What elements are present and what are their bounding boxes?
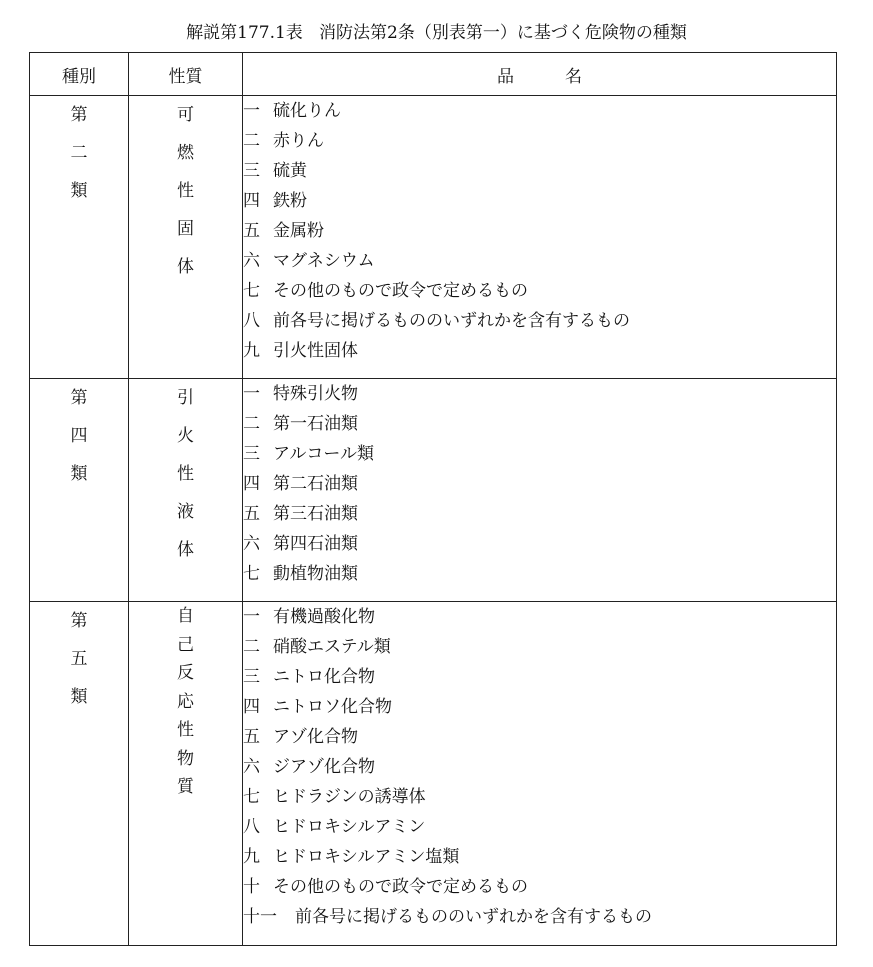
item-number: 四: [243, 697, 260, 717]
table-header: [30, 53, 837, 96]
list-item: [243, 96, 836, 126]
list-item: [243, 306, 836, 336]
list-item: [243, 529, 836, 559]
item-number: 四: [243, 191, 260, 211]
property-char: 火: [177, 426, 194, 446]
list-item: [243, 872, 836, 902]
property-label-vertical: [129, 602, 242, 802]
header-property: 性質: [129, 53, 243, 96]
list-item: [243, 156, 836, 186]
property-char: 性: [177, 720, 194, 740]
item-number: 五: [243, 504, 260, 524]
item-name: 第二石油類: [273, 474, 358, 494]
list-item: [243, 186, 836, 216]
list-item: [243, 602, 836, 632]
property-char: 体: [177, 257, 194, 277]
property-label-vertical: [129, 96, 242, 286]
caption-gap: [303, 23, 319, 43]
item-name: 前各号に掲げるもののいずれかを含有するもの: [295, 907, 652, 927]
class-cell: [30, 602, 129, 946]
item-list: [243, 602, 836, 932]
class-char: 類: [70, 687, 88, 707]
item-name: 赤りん: [273, 131, 324, 151]
property-char: 燃: [177, 143, 194, 163]
item-name: ヒドラジンの誘導体: [273, 787, 426, 807]
list-item: [243, 722, 836, 752]
property-char: 可: [177, 105, 194, 125]
item-name: ニトロ化合物: [273, 667, 375, 687]
table-row-class-5: [30, 602, 837, 946]
property-char: 反: [177, 663, 194, 683]
item-number: 二: [243, 131, 260, 151]
item-number: 一: [243, 607, 260, 627]
class-char: 第: [70, 611, 88, 631]
list-item: [243, 632, 836, 662]
class-label-vertical: [30, 96, 128, 210]
item-number: 四: [243, 474, 260, 494]
list-item: [243, 842, 836, 872]
item-number: 九: [243, 341, 260, 361]
items-cell: [243, 602, 837, 946]
property-char: 固: [177, 219, 194, 239]
item-name: 第一石油類: [273, 414, 358, 434]
list-item: [243, 439, 836, 469]
item-name: ヒドロキシルアミン: [273, 817, 426, 837]
item-name: 硫黄: [273, 161, 307, 181]
header-items: 品 名: [243, 53, 837, 96]
class-label-vertical: [30, 379, 128, 493]
property-char: 性: [177, 181, 194, 201]
item-number: 六: [243, 534, 260, 554]
property-char: 応: [177, 691, 194, 712]
table-row-class-2: [30, 96, 837, 379]
list-item: [243, 499, 836, 529]
item-name: ジアゾ化合物: [273, 757, 375, 777]
table-body: [30, 96, 837, 946]
item-number: 一: [243, 101, 260, 121]
table-number: 解説第177.1表: [186, 23, 303, 43]
list-item: [243, 902, 836, 932]
list-item: [243, 336, 836, 366]
list-item: [243, 662, 836, 692]
property-char: 物: [177, 748, 194, 769]
property-char: 体: [177, 540, 194, 560]
class-char: 第: [70, 105, 88, 125]
item-name: 有機過酸化物: [273, 607, 375, 627]
class-cell: [30, 379, 129, 602]
list-item: [243, 409, 836, 439]
item-name: 第四石油類: [273, 534, 358, 554]
list-item: [243, 276, 836, 306]
table-row-class-4: [30, 379, 837, 602]
item-number: 七: [243, 281, 260, 301]
list-item: [243, 559, 836, 589]
item-number: 六: [243, 251, 260, 271]
property-cell: [129, 379, 243, 602]
property-char: 質: [177, 777, 194, 797]
item-name: アゾ化合物: [273, 727, 358, 747]
item-number: 三: [243, 161, 260, 181]
item-name: アルコール類: [273, 444, 374, 464]
item-name: 鉄粉: [273, 191, 307, 211]
table-title: 消防法第2条（別表第一）に基づく危険物の種類: [319, 23, 687, 43]
item-number: 七: [243, 787, 260, 807]
item-name: その他のもので政令で定めるもの: [273, 281, 528, 301]
item-name: 硝酸エステル類: [273, 637, 391, 657]
list-item: [243, 469, 836, 499]
item-name: 動植物油類: [273, 564, 358, 584]
class-char: 四: [70, 426, 88, 446]
header-class: 種別: [30, 53, 129, 96]
class-char: 五: [70, 649, 88, 669]
item-number: 八: [243, 817, 260, 837]
class-char: 第: [70, 388, 88, 408]
item-number: 三: [243, 444, 260, 464]
property-cell: [129, 602, 243, 946]
class-char: 類: [70, 181, 88, 201]
list-item: [243, 216, 836, 246]
item-number: 二: [243, 637, 260, 657]
item-name: 引火性固体: [273, 341, 358, 361]
list-item: [243, 246, 836, 276]
property-char: 己: [177, 634, 194, 655]
list-item: [243, 126, 836, 156]
item-name: 前各号に掲げるもののいずれかを含有するもの: [273, 311, 630, 331]
item-number: 七: [243, 564, 260, 584]
header-row: [30, 53, 837, 96]
item-name: 硫化りん: [273, 101, 341, 121]
class-char: 二: [70, 143, 88, 163]
list-item: [243, 812, 836, 842]
item-number: 五: [243, 221, 260, 241]
item-number: 二: [243, 414, 260, 434]
property-label-vertical: [129, 379, 242, 569]
item-list: [243, 379, 836, 589]
items-cell: [243, 96, 837, 379]
item-name: マグネシウム: [273, 251, 375, 271]
table-caption: [0, 0, 873, 52]
class-cell: [30, 96, 129, 379]
property-char: 引: [177, 388, 194, 408]
item-list: [243, 96, 836, 366]
item-number: 八: [243, 311, 260, 331]
item-name: 金属粉: [273, 221, 324, 241]
items-cell: [243, 379, 837, 602]
item-name: 特殊引火物: [273, 384, 358, 404]
item-number: 十: [243, 877, 260, 897]
item-name: ニトロソ化合物: [273, 697, 392, 717]
item-number: 十一: [243, 907, 277, 927]
item-number: 九: [243, 847, 260, 867]
item-number: 六: [243, 757, 260, 777]
property-char: 自: [177, 606, 194, 626]
property-char: 液: [177, 502, 194, 522]
item-number: 一: [243, 384, 260, 404]
item-name: ヒドロキシルアミン塩類: [273, 847, 460, 867]
list-item: [243, 692, 836, 722]
class-char: 類: [70, 464, 88, 484]
class-label-vertical: [30, 602, 128, 716]
list-item: [243, 782, 836, 812]
list-item: [243, 379, 836, 409]
property-char: 性: [177, 464, 194, 484]
property-cell: [129, 96, 243, 379]
list-item: [243, 752, 836, 782]
item-name: その他のもので政令で定めるもの: [273, 877, 528, 897]
item-name: 第三石油類: [273, 504, 358, 524]
hazardous-materials-table: [29, 52, 837, 946]
item-number: 三: [243, 667, 260, 687]
item-number: 五: [243, 727, 260, 747]
